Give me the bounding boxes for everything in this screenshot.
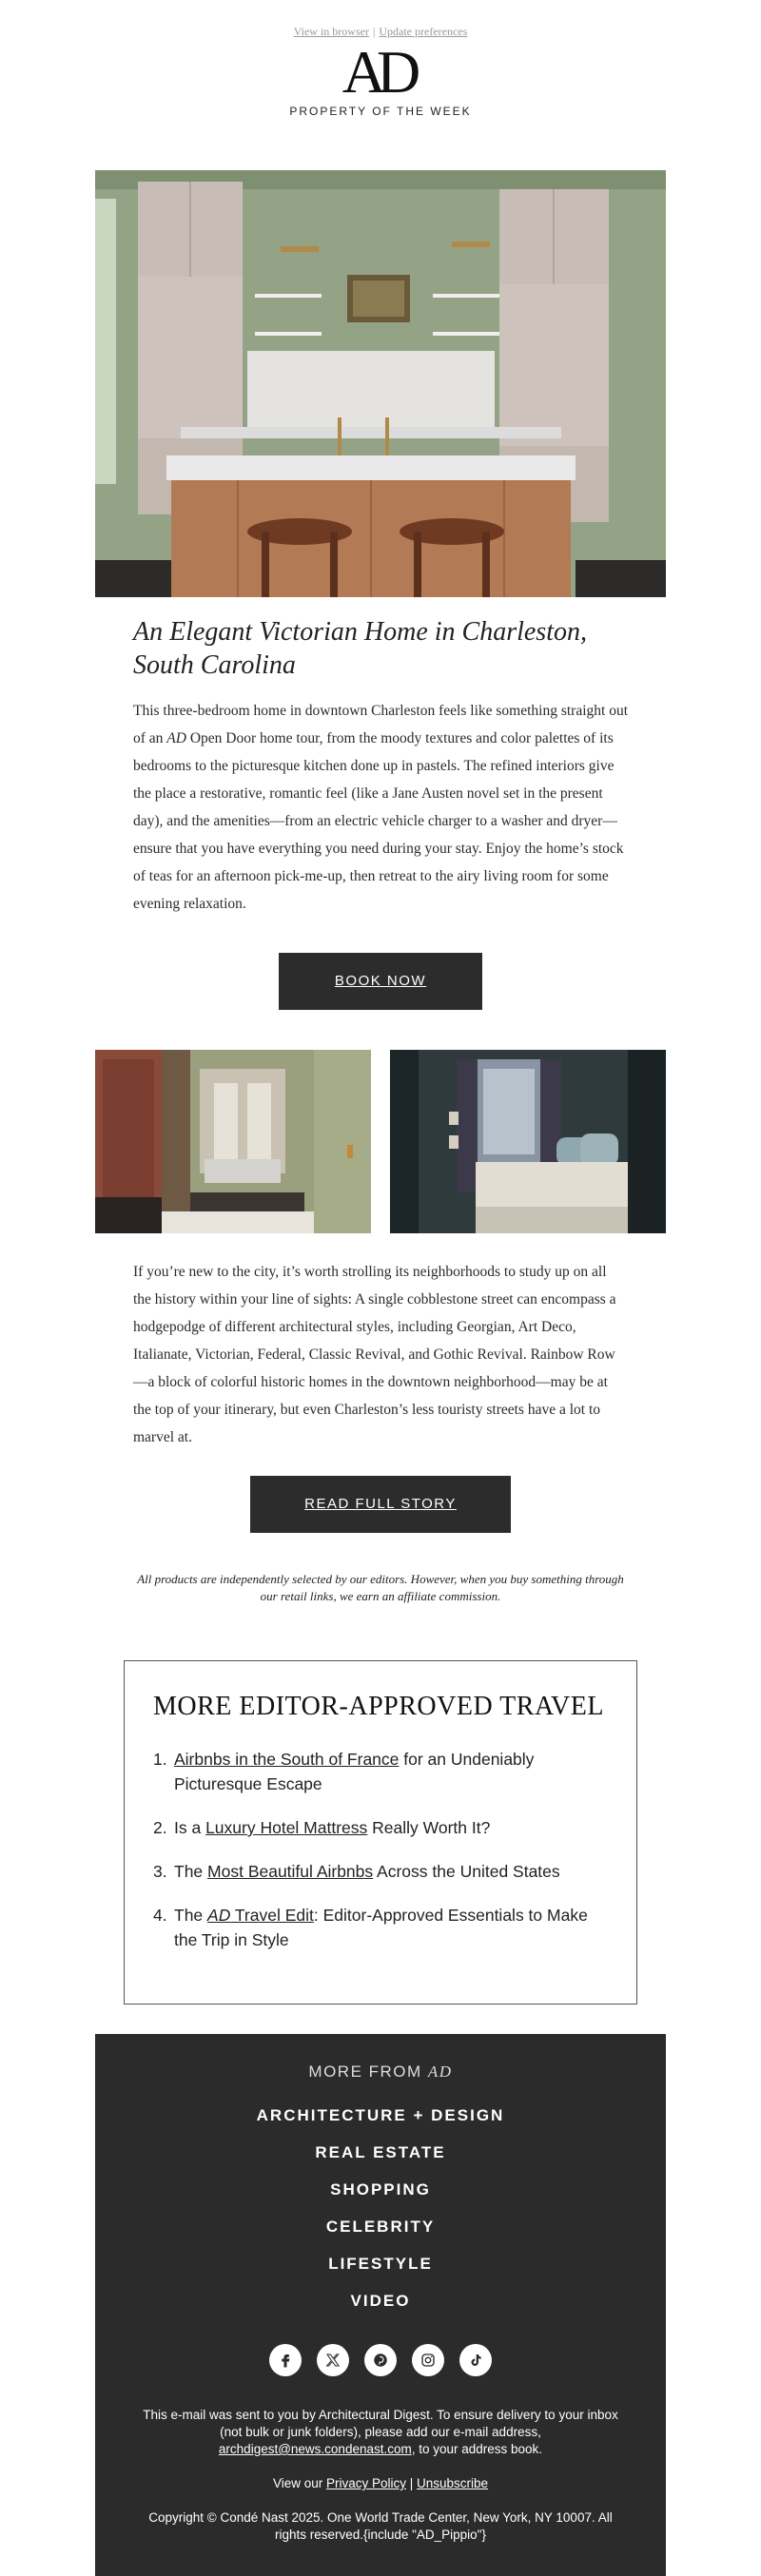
- list-item-post: : Editor-Approved Essentials to Make the Trip in Style: [174, 1906, 588, 1949]
- email-address-link[interactable]: archdigest@news.condenast.com: [218, 2442, 412, 2456]
- list-item: [153, 1903, 608, 1952]
- list-item-number: 4.: [153, 1906, 167, 1925]
- hero-kitchen-image[interactable]: [95, 170, 666, 597]
- airbnbs-south-of-france-link[interactable]: Airbnbs in the South of France: [174, 1750, 400, 1769]
- privacy-policy-link[interactable]: Privacy Policy: [325, 2476, 406, 2490]
- ad-travel-edit-link[interactable]: [207, 1906, 314, 1925]
- view-in-browser-link[interactable]: View in browser: [293, 25, 369, 38]
- unsubscribe-link[interactable]: Unsubscribe: [417, 2476, 489, 2490]
- newsletter-tagline: PROPERTY OF THE WEEK: [289, 105, 472, 118]
- most-beautiful-airbnbs-link[interactable]: Most Beautiful Airbnbs: [207, 1862, 374, 1881]
- living-room-illustration: [95, 1050, 371, 1233]
- more-travel-box: [124, 1660, 637, 2005]
- more-travel-list: [153, 1747, 608, 1952]
- article-title[interactable]: An Elegant Victorian Home in Charleston, South Carolina: [133, 617, 587, 680]
- list-item-post: Really Worth It?: [367, 1818, 491, 1837]
- facebook-icon[interactable]: [269, 2344, 302, 2376]
- social-links: [95, 2344, 666, 2376]
- list-item-text: [174, 1747, 608, 1796]
- delivery-notice-text: This e-mail was sent to you by Architectural Digest. To ensure delivery to your inbox (not bulk or junk folders), please add our e-mail address,: [143, 2408, 618, 2439]
- nav-real-estate[interactable]: REAL ESTATE: [315, 2143, 446, 2161]
- update-preferences-link[interactable]: Update preferences: [379, 25, 468, 38]
- pinterest-icon[interactable]: [364, 2344, 397, 2376]
- nav-celebrity[interactable]: CELEBRITY: [325, 2218, 436, 2236]
- list-item-post: for an Undeniably Picturesque Escape: [174, 1750, 535, 1793]
- list-item: [153, 1815, 608, 1840]
- preheader-separator: |: [372, 25, 376, 38]
- view-our-text: View our: [272, 2476, 326, 2490]
- legal-notice: [133, 2407, 628, 2544]
- list-item-pre: The: [174, 1862, 208, 1881]
- nav-lifestyle[interactable]: LIFESTYLE: [328, 2255, 433, 2273]
- book-now-button[interactable]: BOOK NOW: [279, 953, 482, 1010]
- nav-video[interactable]: VIDEO: [350, 2292, 411, 2310]
- bedroom-image[interactable]: [390, 1050, 666, 1233]
- delivery-notice: [133, 2407, 628, 2458]
- policy-links: [133, 2475, 628, 2492]
- list-item-text: [174, 1903, 608, 1952]
- article-body-paragraph: If you’re new to the city, it’s worth strolling its neighborhoods to study up on all the history within your line of sights: A single cobblestone street can encompass a hodgepodge of different architectural styles, including Georgian, Art Deco, Italianate, Victorian, Federal, Classic Revival, and Gothic Revival. Rainbow Row—a block of colorful historic homes in the downtown neighborhood—may be at the top of your itinerary, but even Charleston’s less touristy streets have a lot to marvel at.: [133, 1264, 616, 1445]
- list-item-pre: The: [174, 1906, 208, 1925]
- kitchen-illustration: [95, 170, 666, 597]
- intro-text-italic: AD: [166, 730, 186, 746]
- more-from-heading: [95, 2063, 666, 2082]
- footer-nav: [95, 2097, 666, 2319]
- list-item-text: [174, 1815, 490, 1840]
- intro-text-part1: This three-bedroom home in downtown Charleston feels like something straight out of an: [133, 703, 629, 746]
- brand-header: [0, 38, 761, 118]
- instagram-icon[interactable]: [412, 2344, 444, 2376]
- ad-logo[interactable]: AD: [341, 38, 412, 106]
- read-full-story-button[interactable]: READ FULL STORY: [250, 1476, 511, 1533]
- tiktok-icon[interactable]: [459, 2344, 492, 2376]
- list-item-post: Across the United States: [373, 1862, 560, 1881]
- list-item: [153, 1747, 608, 1796]
- list-item-number: 1.: [153, 1750, 167, 1769]
- list-item-text: [174, 1859, 560, 1884]
- list-item-pre: Is a: [174, 1818, 206, 1837]
- affiliate-disclaimer: All products are independently selected by our editors. However, when you buy something through our retail links, we earn an affiliate commission.: [137, 1572, 624, 1603]
- list-item: [153, 1859, 608, 1884]
- x-icon[interactable]: [317, 2344, 349, 2376]
- more-from-prefix: MORE FROM: [308, 2063, 428, 2081]
- more-from-brand: AD: [427, 2063, 453, 2081]
- more-travel-heading: MORE EDITOR-APPROVED TRAVEL: [153, 1692, 604, 1721]
- intro-text-part2: Open Door home tour, from the moody textures and color palettes of its bedrooms to the picturesque kitchen done up in pastels. The refined interiors give the place a restorative, romantic feel (like a Jane Austen novel set in the present day), and the amenities—from an electric vehicle charger to a washer and dryer—ensure that you have everything you need during your stay. Enjoy the home’s stock of teas for an afternoon pick-me-up, then retreat to the airy living room for some evening relaxation.: [133, 730, 624, 912]
- list-item-number: 3.: [153, 1862, 167, 1881]
- nav-architecture-design[interactable]: ARCHITECTURE + DESIGN: [256, 2106, 505, 2124]
- luxury-hotel-mattress-link[interactable]: Luxury Hotel Mattress: [205, 1818, 368, 1837]
- bedroom-illustration: [390, 1050, 666, 1233]
- delivery-notice-end: , to your address book.: [411, 2442, 543, 2456]
- ad-travel-edit-italic: AD: [207, 1906, 231, 1925]
- list-item-number: 2.: [153, 1818, 167, 1837]
- copyright-text: Copyright © Condé Nast 2025. One World Trade Center, New York, NY 10007. All rights reserved.{include "AD_Pippio"}: [148, 2510, 613, 2542]
- policy-separator: |: [406, 2476, 418, 2490]
- article-intro-paragraph: [133, 697, 628, 918]
- footer: [95, 2034, 666, 2576]
- nav-shopping[interactable]: SHOPPING: [330, 2180, 431, 2198]
- living-room-image[interactable]: [95, 1050, 371, 1233]
- ad-travel-edit-text: Travel Edit: [230, 1906, 314, 1925]
